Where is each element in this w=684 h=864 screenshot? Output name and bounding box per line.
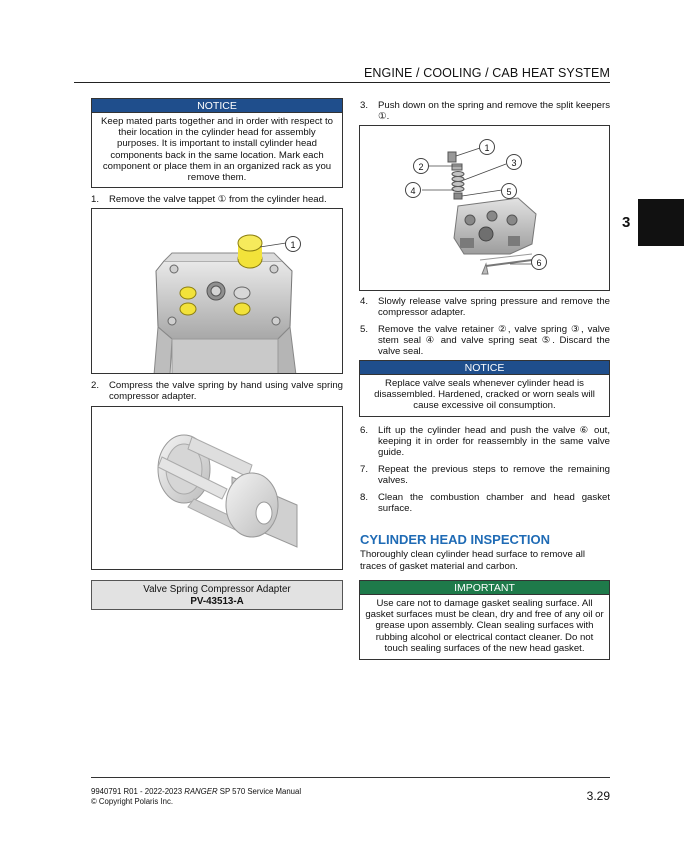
important-label: IMPORTANT: [359, 580, 610, 595]
step-text: Remove the valve tappet ① from the cylinder head.: [109, 194, 327, 205]
chapter-tab: [638, 199, 684, 246]
important-text: Use care not to damage gasket sealing surface. All gasket surfaces must be clean, dry and free of any oil or grease upon assembly. Clean sealing surfaces with rubbing alcohol or electrical contact cleaner. Do not touch sealing surfaces of the new head gasket.: [359, 595, 610, 660]
figure-valve-components: [359, 125, 610, 291]
footer-doc-number: 9940791 R01 - 2022-2023: [91, 787, 185, 796]
step-number: 4.: [360, 296, 369, 307]
page-number: 3.29: [586, 789, 610, 803]
callout-4: 4: [405, 182, 421, 198]
callout-3: 3: [506, 154, 522, 170]
step-text: Push down on the spring and remove the split keepers ①.: [378, 100, 610, 123]
special-tool-box: [91, 580, 343, 610]
step-number: 7.: [360, 464, 369, 475]
step-number: 6.: [360, 425, 369, 436]
step-number: 2.: [91, 380, 100, 391]
figure-valve-tappet: [91, 208, 343, 374]
page-header-title: ENGINE / COOLING / CAB HEAT SYSTEM: [363, 66, 610, 80]
compressor-adapter-illustration: [92, 407, 343, 570]
step-text: Slowly release valve spring pressure and remove the compressor adapter.: [378, 296, 610, 319]
footer-line-1: [91, 787, 301, 797]
notice-label: NOTICE: [91, 98, 343, 113]
chapter-tab-number: 3: [622, 214, 631, 231]
step-text: Remove the valve retainer ②, valve spring ③, valve stem seal ④ and valve spring seat ⑤. Discard the valve seal.: [378, 324, 610, 358]
step-8: [360, 492, 610, 514]
step-number: 8.: [360, 492, 369, 503]
footer-manual-title: SP 570 Service Manual: [217, 787, 302, 796]
footer-copyright: © Copyright Polaris Inc.: [91, 796, 174, 806]
notice-text: Replace valve seals whenever cylinder head is disassembled. Hardened, cracked or worn seals will cause excessive oil consumption.: [359, 375, 610, 417]
step-5: [360, 324, 610, 358]
callout-2: 2: [413, 158, 429, 174]
figure-compressor-adapter: [91, 406, 343, 570]
step-text: Clean the combustion chamber and head gasket surface.: [378, 492, 610, 515]
tool-part-number: PV-43513-A: [190, 596, 244, 607]
step-text: Compress the valve spring by hand using valve spring compressor adapter.: [109, 380, 343, 403]
section-title: CYLINDER HEAD INSPECTION: [360, 532, 550, 547]
step-text: Repeat the previous steps to remove the remaining valves.: [378, 464, 610, 487]
footer-rule: [91, 777, 610, 778]
step-7: [360, 464, 610, 486]
footer-model: RANGER: [184, 787, 218, 796]
step-4: [360, 296, 610, 318]
notice-text: Keep mated parts together and in order with respect to their location in the cylinder head for assembly purposes. It is important to install cylinder head components back in the same location. Mark each component or place them in an organized rack as you remove them.: [91, 113, 343, 188]
callout-5: 5: [501, 183, 517, 199]
step-number: 3.: [360, 100, 369, 111]
step-6: [360, 425, 610, 459]
footer-manual-info: [91, 787, 301, 806]
step-text: Lift up the cylinder head and push the valve ⑥ out, keeping it in order for reassembly in the same valve guide.: [378, 425, 610, 459]
section-paragraph: Thoroughly clean cylinder head surface to remove all traces of gasket material and carbon.: [360, 549, 586, 572]
step-2: [91, 380, 343, 402]
step-1: [91, 194, 343, 205]
notice-label: NOTICE: [359, 360, 610, 375]
header-rule: [74, 82, 610, 83]
notice-box-left: [91, 98, 343, 188]
callout-6: 6: [531, 254, 547, 270]
callout-1: 1: [479, 139, 495, 155]
cylinder-head-top-illustration: [92, 209, 343, 374]
step-number: 1.: [91, 194, 100, 205]
step-3: [360, 100, 610, 122]
step-number: 5.: [360, 324, 369, 335]
notice-box-right: [359, 360, 610, 417]
important-box: [359, 580, 610, 660]
callout-1: 1: [285, 236, 301, 252]
tool-name: Valve Spring Compressor Adapter: [143, 584, 291, 595]
